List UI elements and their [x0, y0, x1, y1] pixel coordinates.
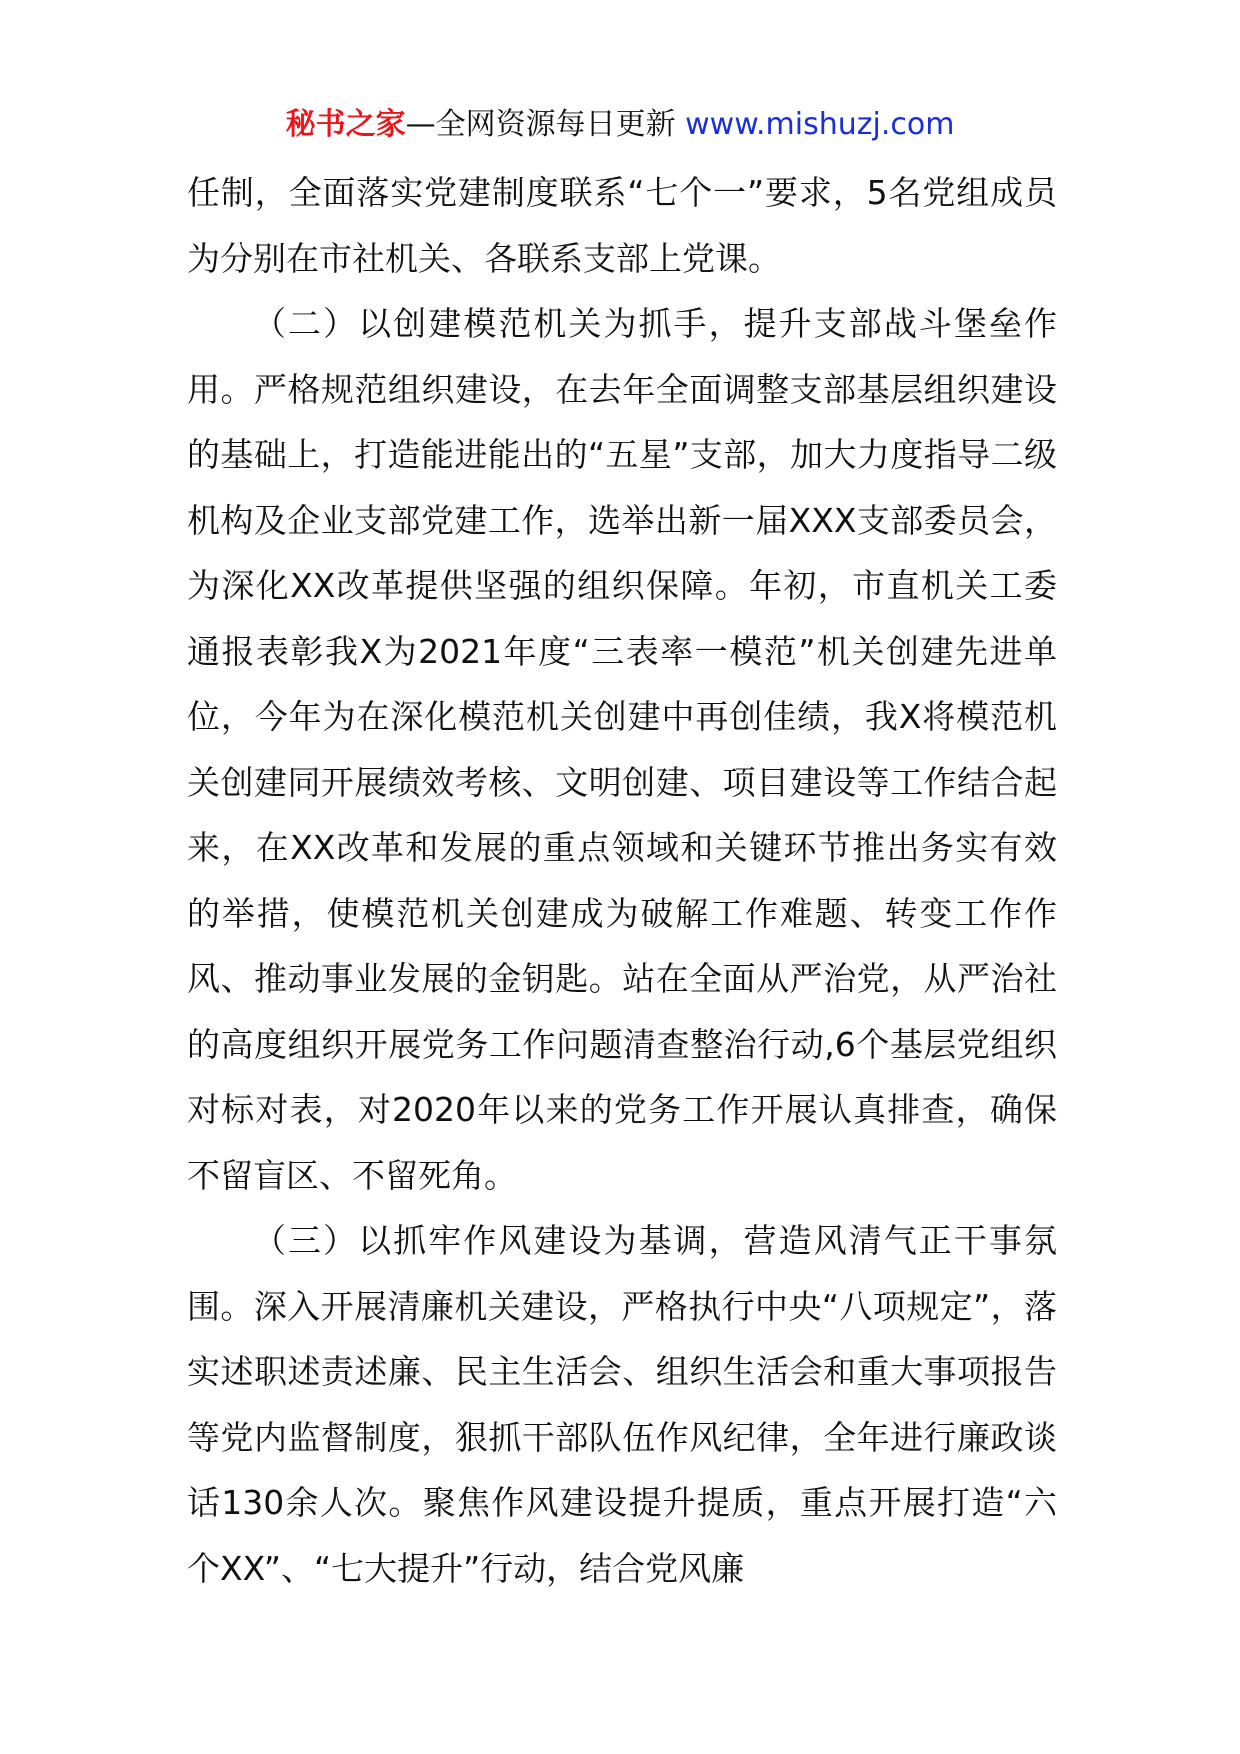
site-url-link[interactable]: www.mishuzj.com	[685, 107, 955, 142]
paragraph-section-two: （二）以创建模范机关为抓手，提升支部战斗堡垒作用。严格规范组织建设，在去年全面调整支部基层组织建设的基础上，打造能进能出的“五星”支部，加大力度指导二级机构及企业支部党建工作，选举出新一届XXX支部委员会，为深化XX改革提供坚强的组织保障。年初，市直机关工委通报表彰我X为2021年度“三表率一模范”机关创建先进单位，今年为在深化模范机关创建中再创佳绩，我X将模范机关创建同开展绩效考核、文明创建、项目建设等工作结合起来，在XX改革和发展的重点领域和关键环节推出务实有效的举措，使模范机关创建成为破解工作难题、转变工作作风、推动事业发展的金钥匙。站在全面从严治党，从严治社的高度组织开展党务工作问题清查整治行动,6个基层党组织对标对表，对2020年以来的党务工作开展认真排查，确保不留盲区、不留死角。	[187, 304, 1057, 1195]
paragraph-continued: 任制，全面落实党建制度联系“七个一”要求，5名党组成员为分别在市社机关、各联系支部上党课。	[187, 173, 1057, 278]
site-tagline: —全网资源每日更新	[405, 107, 676, 142]
paragraph-section-three: （三）以抓牢作风建设为基调，营造风清气正干事氛围。深入开展清廉机关建设，严格执行中央“八项规定”，落实述职述责述廉、民主生活会、组织生活会和重大事项报告等党内监督制度，狠抓干部队伍作风纪律，全年进行廉政谈话130余人次。聚焦作风建设提升提质，重点开展打造“六个XX”、“七大提升”行动，结合党风廉	[187, 1221, 1057, 1588]
document-body	[187, 160, 1057, 1601]
site-header	[0, 100, 1240, 150]
site-brand: 秘书之家	[285, 107, 406, 142]
